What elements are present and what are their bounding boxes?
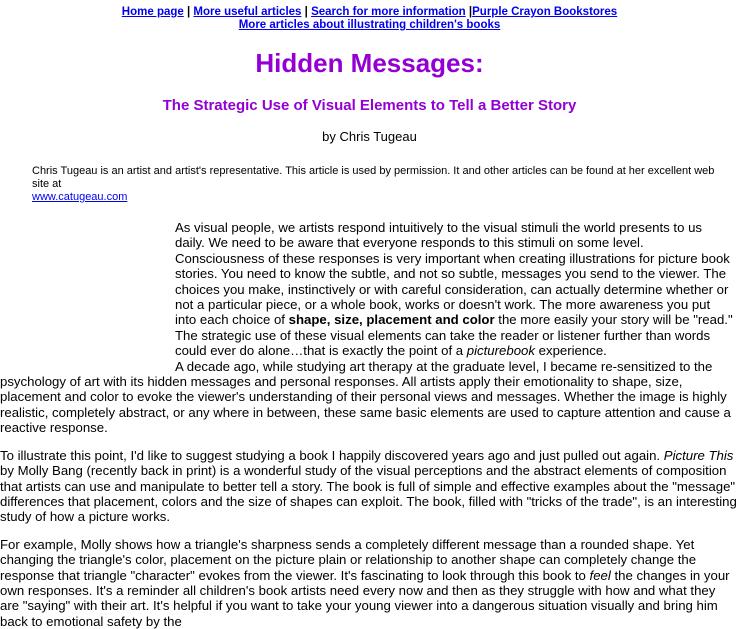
nav-row-1 <box>0 6 739 19</box>
p3-text-start: To illustrate this point, I'd like to suggest studying a book I happily discovered years ago and just pulled out again. <box>0 447 661 463</box>
p1-text-end: experience. <box>538 343 607 359</box>
p1-italic-word: picturebook <box>466 343 535 359</box>
nav-separator: | <box>187 6 191 18</box>
author-intro <box>32 165 739 204</box>
illustrating-articles-link[interactable]: More articles about illustrating children's books <box>238 19 501 31</box>
p4-italic-word: feel <box>589 567 611 583</box>
paragraph-indent <box>0 370 175 371</box>
home-page-link[interactable]: Home page <box>121 6 184 18</box>
paragraph-2 <box>0 359 739 436</box>
byline: by Chris Tugeau <box>322 129 417 144</box>
p1-text-start: As visual people, we artists respond intuitively to the visual stimuli the world presents to us daily. We need to be aware that everyone responds to this stimuli on some level. Consciousness of these responses is very important when creating illustrations for picture book stories. You need to know the subtle, and not so subtle, messages you send to the viewer. The choices you make, instinctively or with careful consideration, can actually determine whether or not a particular piece, or a whole book, works or doesn't work. The more awareness you put into each choice of <box>175 220 730 328</box>
p4-text-end: the changes in your own responses. It's a reminder all children's book artists need every now and then as they struggle with how and what they are "saying" with their art. It's helpful if you want to take your young viewer into a dangerous situation visually and bring him back to emotional safety by the <box>0 567 730 629</box>
paragraph-1 <box>175 220 739 359</box>
top-navigation <box>0 0 739 32</box>
p2-text: A decade ago, while studying art therapy at the graduate level, I became re-sensitized to the psychology of art with its hidden messages and personal responses. All artists apply their emotionality to shape, size, placement and color to evoke the viewer's understanding of their personal views and messages. Whether the image is highly realistic, completely abstract, or any where in between, these same basic elements are used to capture attention and cause a reactive response. <box>0 358 731 436</box>
p1-text-middle: the more easily your story will be "read." The strategic use of these visual elements can take the reader or listener further than words could ever do alone…that is exactly the point of a <box>175 312 733 359</box>
nav-separator: | <box>468 6 473 18</box>
p3-book-title: Picture This <box>663 447 734 463</box>
p1-bold-phrase: shape, size, placement and color <box>288 312 495 328</box>
search-link[interactable]: Search for more information <box>311 6 466 18</box>
intro-text: Chris Tugeau is an artist and artist's representative. This article is used by permission. It and other articles can be found at her excellent web site at <box>32 165 715 190</box>
p3-text-end: by Molly Bang (recently back in print) is a wonderful study of the visual perceptions and the abstract elements of composition that artists can use and manipulate to better tell a story. The book is full of simple and effective examples about the "message" differences that placement, colors and the size of shapes can exploit. The book, filled with "tricks of the trade", is an interesting study of how a picture works. <box>0 463 737 525</box>
paragraph-3 <box>0 436 739 525</box>
nav-separator: | <box>304 6 308 18</box>
nav-row-2 <box>0 19 739 32</box>
purple-crayon-bookstores-link[interactable]: Purple Crayon Bookstores <box>472 6 618 18</box>
p4-text-start: For example, Molly shows how a triangle's sharpness sends a completely different message than a rounded shape. Yet changing the triangle's color, placement on the picture plain or relationship to another shape can completely change the response that triangle "character" evokes from the viewer. It's fascinating to look through this book to <box>0 536 697 583</box>
paragraph-4 <box>0 525 739 629</box>
catugeau-link[interactable]: www.catugeau.com <box>32 191 128 203</box>
page-title: Hidden Messages: <box>255 48 484 78</box>
more-useful-articles-link[interactable]: More useful articles <box>193 6 302 18</box>
page-subtitle: The Strategic Use of Visual Elements to Tell a Better Story <box>162 97 577 114</box>
